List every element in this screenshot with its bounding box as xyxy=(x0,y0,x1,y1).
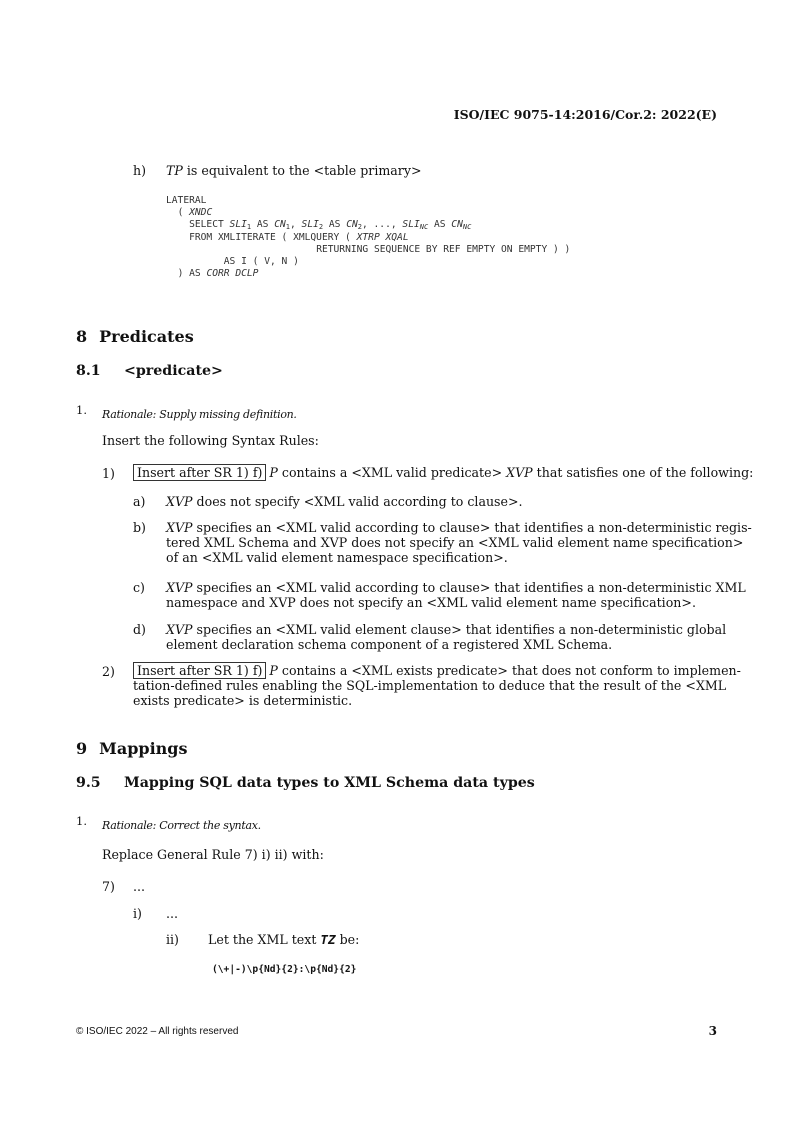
gr-ii-label: ii) xyxy=(166,932,179,947)
gr-i-text: ... xyxy=(166,906,179,921)
code-line-5: RETURNING SEQUENCE BY REF EMPTY ON EMPTY ) ) xyxy=(316,243,571,255)
page-number: 3 xyxy=(708,1024,717,1038)
section-9-heading: 9 Mappings xyxy=(76,739,188,758)
s81-instruction: Insert the following Syntax Rules: xyxy=(102,433,319,448)
gr-ii-text: Let the XML text TZ be: xyxy=(208,932,360,947)
code-line-3: SELECT $SLI_1$ AS $CN_1$, $SLI_2$ AS $CN_2$, ..., $SLI_{NC}$ AS $CN_{NC}$ xyxy=(189,219,472,232)
rule-2-label: 2) xyxy=(102,664,115,679)
code-line-2: ( XNDC xyxy=(177,207,213,219)
code-line-7: ) AS CORR DCLP xyxy=(177,268,259,280)
rule-2-text: Insert after SR 1) f) P contains a <XML exists predicate> that does not conform to implemen- tation-defined rules enabling the SQL-implementation to deduce that the result of the <XML exists predicate> is deterministic. xyxy=(133,663,741,708)
insert-tag-box: Insert after SR 1) f) xyxy=(133,662,266,679)
rule-1a-label: a) xyxy=(133,494,146,509)
gr-i-label: i) xyxy=(133,906,142,921)
rule-1d-label: d) xyxy=(133,622,146,637)
code-line-6: AS I ( V, N ) xyxy=(223,256,299,268)
rule-1-label: 1) xyxy=(102,466,115,481)
s81-item-number: 1. xyxy=(76,403,87,417)
document-id: ISO/IEC 9075-14:2016/Cor.2: 2022(E) xyxy=(453,107,717,122)
rule-1-text: Insert after SR 1) f) P contains a <XML valid predicate> XVP that satisfies one of the following: xyxy=(133,465,753,480)
rule-1c-label: c) xyxy=(133,580,145,595)
sql-code-block xyxy=(166,195,570,280)
section-8-heading: 8 Predicates xyxy=(76,327,194,346)
gr-7-text: ... xyxy=(133,879,146,894)
code-line-4: FROM XMLITERATE ( XMLQUERY ( XTRP XQAL xyxy=(189,231,409,243)
rule-1c-text: XVP specifies an <XML valid according to clause> that identifies a non-deterministic XML namespace and XVP does not specify an <XML valid element name specification>. xyxy=(166,580,746,610)
insert-tag-box: Insert after SR 1) f) xyxy=(133,464,266,481)
section-8-1-number: 8.1 xyxy=(76,363,101,379)
rule-1b-text: XVP specifies an <XML valid according to clause> that identifies a non-deterministic regis- tered XML Schema and XVP does not specify an <XML valid element name specification> of an <XML valid element namespace specification>. xyxy=(166,520,752,565)
code-line-1: LATERAL xyxy=(166,195,207,206)
s95-instruction: Replace General Rule 7) i) ii) with: xyxy=(102,847,324,862)
tp-var: TP xyxy=(166,163,183,178)
rule-1d-text: XVP specifies an <XML valid element clause> that identifies a non-deterministic global element declaration schema component of a registered XML Schema. xyxy=(166,622,727,652)
s95-item-number: 1. xyxy=(76,814,87,828)
item-h-label: h) xyxy=(133,163,147,178)
rule-1a-text: XVP does not specify <XML valid according to clause>. xyxy=(166,494,523,509)
section-9-5-title: Mapping SQL data types to XML Schema data types xyxy=(124,775,535,791)
section-9-5-number: 9.5 xyxy=(76,775,101,791)
gr-7-label: 7) xyxy=(102,879,115,894)
tz-var: TZ xyxy=(320,932,336,947)
section-8-1-title: <predicate> xyxy=(124,363,223,379)
item-h-desc: is equivalent to the <table primary> xyxy=(182,163,422,178)
rule-1b-label: b) xyxy=(133,520,146,535)
item-h-text xyxy=(166,163,422,178)
copyright-notice: © ISO/IEC 2022 – All rights reserved xyxy=(76,1026,239,1037)
regex-code: (\+|-)\p{Nd}{2}:\p{Nd}{2} xyxy=(212,964,357,975)
s95-rationale: Rationale: Correct the syntax. xyxy=(102,819,261,832)
s81-rationale: Rationale: Supply missing definition. xyxy=(102,408,297,421)
